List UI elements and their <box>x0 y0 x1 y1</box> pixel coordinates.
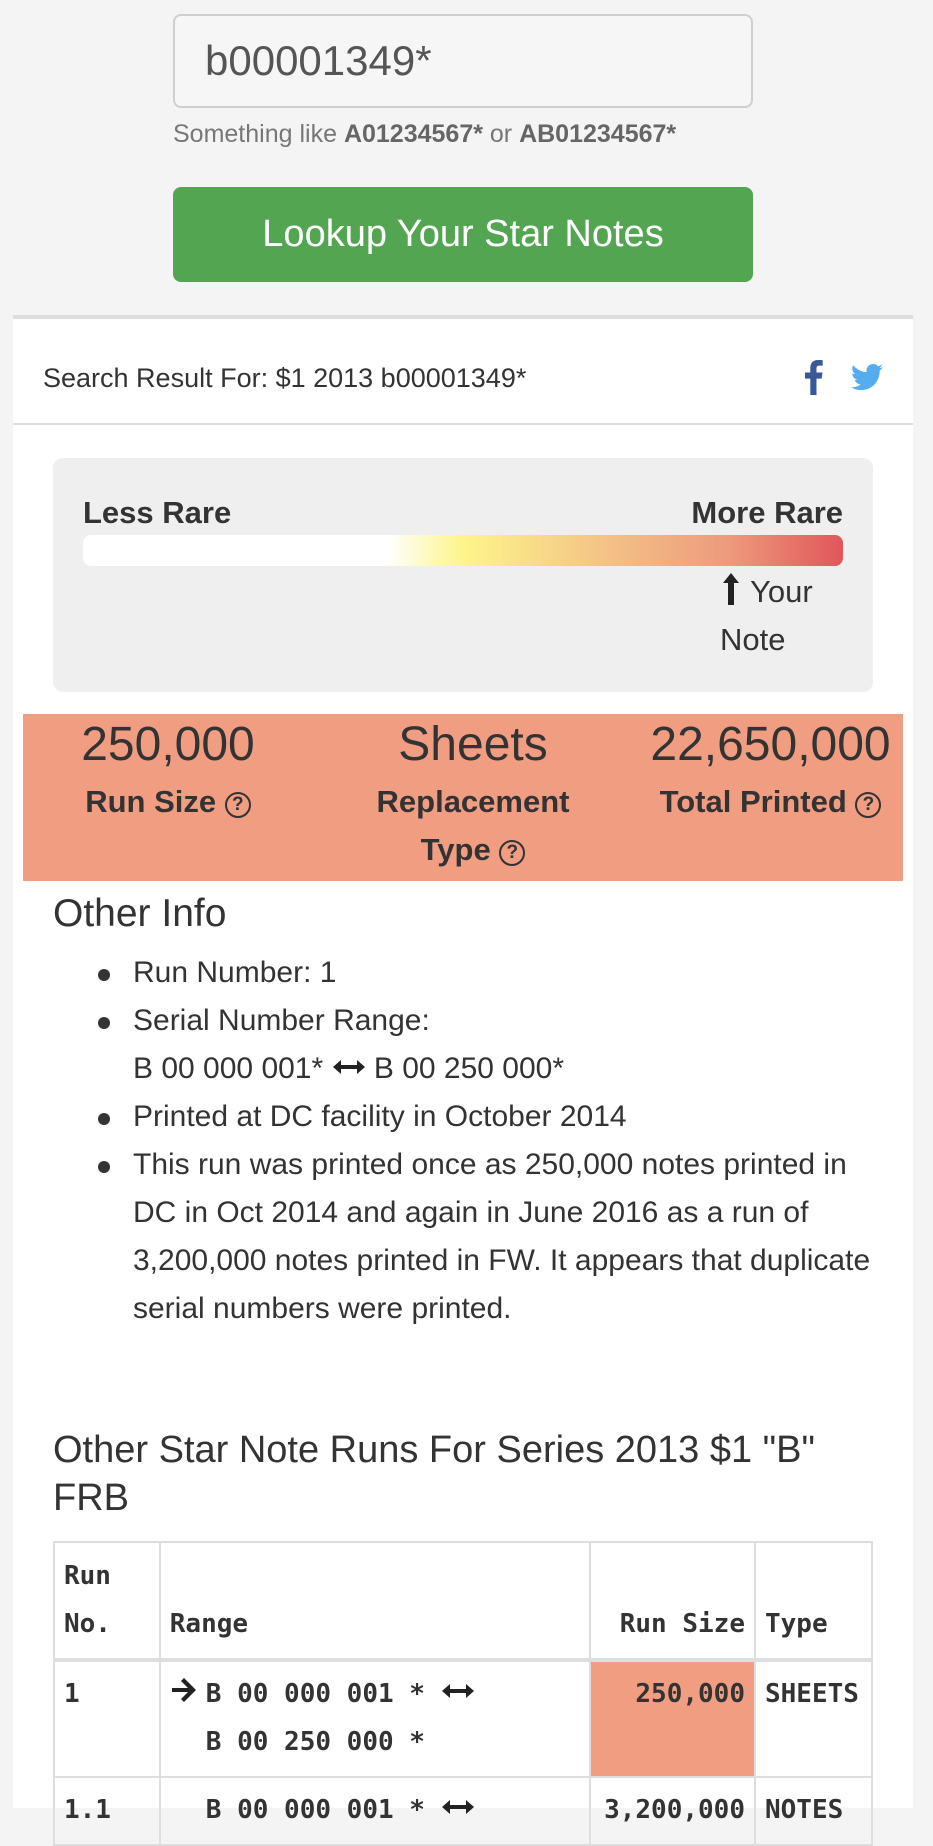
run-size-stat <box>43 714 293 826</box>
search-area <box>0 0 933 318</box>
total-printed-value: 22,650,000 <box>650 718 891 771</box>
range-cell <box>160 1777 590 1845</box>
rarity-meter <box>53 458 873 692</box>
rarity-more-label: More Rare <box>691 495 843 530</box>
replacement-type-label-line-2: Type <box>420 832 491 867</box>
range-start: B 00 000 001 * <box>205 1795 425 1825</box>
arrow-right-icon <box>170 1676 198 1704</box>
rarity-less-label: Less Rare <box>83 495 232 530</box>
serial-range-end: B 00 250 000* <box>373 1052 565 1085</box>
range-start: B 00 000 001 * <box>205 1679 425 1709</box>
your-note-marker <box>720 568 860 664</box>
list-item <box>133 997 873 1093</box>
run-size-value: 250,000 <box>81 718 255 771</box>
search-help-text <box>173 120 793 149</box>
range-end: B 00 250 000 * <box>205 1727 425 1757</box>
search-help-example-1: A01234567* <box>343 120 483 148</box>
serial-range-start: B 00 000 001* <box>133 1052 324 1085</box>
facebook-icon[interactable] <box>801 359 825 395</box>
runs-table <box>53 1541 873 1846</box>
replacement-type-stat <box>328 714 618 874</box>
table-row[interactable] <box>54 1777 872 1845</box>
left-right-arrow-icon <box>441 1798 475 1816</box>
lookup-button[interactable]: Lookup Your Star Notes <box>173 187 753 282</box>
list-item: Printed at DC facility in October 2014 <box>133 1093 873 1141</box>
twitter-icon[interactable] <box>851 363 883 391</box>
runs-title: Other Star Note Runs For Series 2013 $1 "B" FRB <box>53 1429 816 1519</box>
table-header-row <box>54 1542 872 1660</box>
list-item: Run Number: 1 <box>133 949 873 997</box>
your-note-line-2: Note <box>720 622 786 657</box>
result-title: Search Result For: $1 2013 b00001349* <box>43 363 527 393</box>
run-no-header-line-2: No. <box>64 1609 111 1639</box>
run-no-header-line-1: Run <box>64 1561 111 1591</box>
search-help-or: or <box>482 120 520 148</box>
question-circle-icon[interactable]: ? <box>499 840 525 866</box>
type-cell: SHEETS <box>755 1660 872 1777</box>
total-printed-stat <box>638 714 903 826</box>
stats-banner <box>23 714 903 881</box>
replacement-type-value: Sheets <box>398 718 548 771</box>
rarity-gradient-bar <box>83 535 843 566</box>
table-row[interactable] <box>54 1660 872 1777</box>
arrow-up-icon <box>720 572 742 606</box>
other-info-list <box>133 949 873 1333</box>
run-size-cell: 3,200,000 <box>590 1777 755 1845</box>
result-panel <box>13 315 913 1825</box>
range-cell <box>160 1660 590 1777</box>
replacement-type-label-line-1: Replacement <box>376 784 570 819</box>
search-help-prefix: Something like <box>173 120 344 148</box>
run-no-cell: 1.1 <box>54 1777 160 1845</box>
range-header: Range <box>160 1542 590 1660</box>
total-printed-label: Total Printed <box>659 784 847 819</box>
search-help-example-2: AB01234567* <box>519 120 677 148</box>
other-info-title: Other Info <box>53 892 227 935</box>
list-item: This run was printed once as 250,000 notes printed in DC in Oct 2014 and again in June 2016 as a run of 3,200,000 notes printed in FW. It appears that duplicate serial numbers were printed. <box>133 1141 873 1333</box>
run-size-header: Run Size <box>590 1542 755 1660</box>
left-right-arrow-icon <box>441 1682 475 1700</box>
your-note-line-1: Your <box>750 574 813 609</box>
left-right-arrow-icon <box>332 1058 366 1076</box>
run-size-cell: 250,000 <box>590 1660 755 1777</box>
type-cell: NOTES <box>755 1777 872 1845</box>
run-no-cell: 1 <box>54 1660 160 1777</box>
question-circle-icon[interactable]: ? <box>225 792 251 818</box>
type-header: Type <box>755 1542 872 1660</box>
serial-range-label: Serial Number Range: <box>133 1004 430 1037</box>
result-header <box>13 319 913 425</box>
run-no-header <box>54 1542 160 1660</box>
run-size-label: Run Size <box>85 784 217 819</box>
search-input[interactable] <box>173 14 753 108</box>
question-circle-icon[interactable]: ? <box>855 792 881 818</box>
